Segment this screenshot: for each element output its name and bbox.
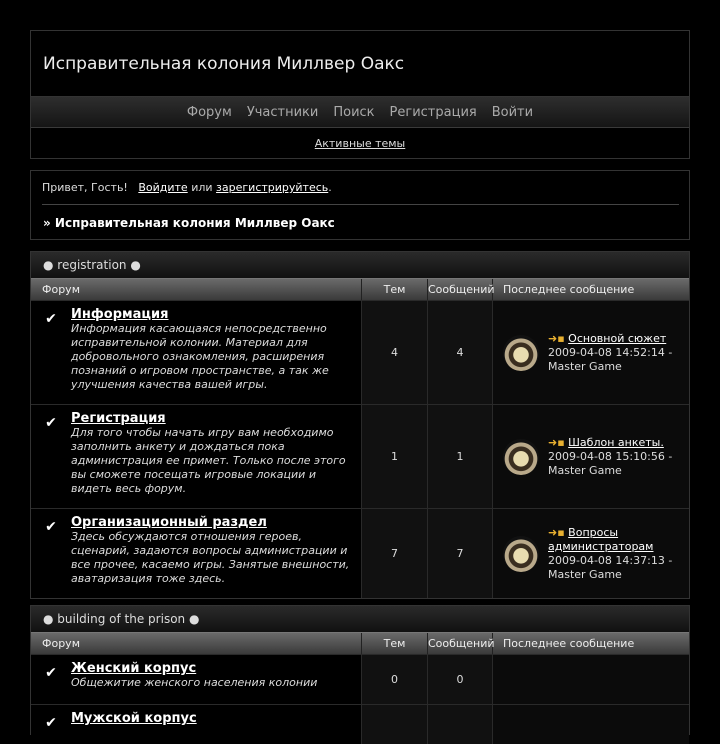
col-posts: Сообщений xyxy=(428,633,493,654)
arrow-icon: ➜▪ xyxy=(548,525,565,539)
category-building xyxy=(30,605,690,735)
last-post-cell xyxy=(493,405,689,508)
forum-row xyxy=(31,404,689,508)
forum-cell xyxy=(31,509,362,598)
greeting: Привет, Гость! xyxy=(42,181,128,194)
category-title: ● registration ● xyxy=(31,252,689,278)
forum-cell xyxy=(31,705,362,744)
topics-count: 1 xyxy=(362,405,428,508)
welcome-box xyxy=(30,170,690,240)
topics-count: 4 xyxy=(362,301,428,404)
nav-search[interactable]: Поиск xyxy=(333,104,375,120)
last-post-cell xyxy=(493,705,689,744)
divider xyxy=(42,204,679,205)
last-post-link[interactable]: Шаблон анкеты. xyxy=(568,435,664,449)
nav-register[interactable]: Регистрация xyxy=(389,104,477,120)
register-link[interactable]: зарегистрируйтесь xyxy=(216,181,329,194)
posts-count: 0 xyxy=(428,655,493,704)
topics-count xyxy=(362,705,428,744)
sub-nav xyxy=(31,128,689,159)
last-post-cell xyxy=(493,301,689,404)
arrow-icon: ➜▪ xyxy=(548,435,565,449)
last-post-link[interactable]: Основной сюжет xyxy=(568,331,667,345)
forum-title[interactable]: Женский корпус xyxy=(71,661,197,676)
forum-description: Общежитие женского населения колонии xyxy=(71,676,318,689)
forum-cell xyxy=(31,655,362,704)
forum-title[interactable]: Мужской корпус xyxy=(71,711,197,726)
last-post-meta: 2009-04-08 14:37:13 - Master Game xyxy=(548,553,673,581)
forum-row xyxy=(31,508,689,598)
forum-row xyxy=(31,300,689,404)
column-header xyxy=(31,632,689,654)
login-link[interactable]: Войдите xyxy=(138,181,188,194)
period: . xyxy=(328,181,332,194)
check-icon: ✔ xyxy=(45,415,57,431)
forum-cell xyxy=(31,301,362,404)
site-title: Исправительная колония Миллвер Оакс xyxy=(43,54,405,74)
posts-count: 1 xyxy=(428,405,493,508)
forum-row xyxy=(31,704,689,744)
col-topics: Тем xyxy=(362,633,428,654)
or-text: или xyxy=(191,181,213,194)
last-post-meta: 2009-04-08 14:52:14 - Master Game xyxy=(548,345,673,373)
main-nav xyxy=(31,96,689,128)
category-registration xyxy=(30,251,690,599)
posts-count: 7 xyxy=(428,509,493,598)
col-posts: Сообщений xyxy=(428,279,493,300)
forum-description: Информация касающаяся непосредственно исправительной колонии. Материал для добровольного ознакомления, расширения познаний о игровом пространстве, а так же улучшения качества вашей игры. xyxy=(71,322,329,391)
forum-title[interactable]: Информация xyxy=(71,307,169,322)
check-icon: ✔ xyxy=(45,311,57,327)
last-post-cell xyxy=(493,655,689,704)
arrow-icon: ➜▪ xyxy=(548,331,565,345)
forum-title[interactable]: Организационный раздел xyxy=(71,515,267,530)
col-topics: Тем xyxy=(362,279,428,300)
last-post-meta: 2009-04-08 15:10:56 - Master Game xyxy=(548,449,673,477)
avatar[interactable] xyxy=(503,335,539,371)
posts-count xyxy=(428,705,493,744)
topics-count: 7 xyxy=(362,509,428,598)
col-forum: Форум xyxy=(31,279,362,300)
avatar[interactable] xyxy=(503,536,539,572)
forum-description: Здесь обсуждаются отношения героев, сценарий, задаются вопросы администрации и все прочее, касаемо игры. Занятые внешности, аватаризация тоже здесь. xyxy=(71,530,350,585)
site-header xyxy=(30,30,690,159)
check-icon: ✔ xyxy=(45,715,57,731)
column-header xyxy=(31,278,689,300)
last-post-link[interactable]: Вопросы администраторам xyxy=(548,525,654,553)
welcome-text xyxy=(42,181,332,194)
active-topics-link[interactable]: Активные темы xyxy=(314,137,406,150)
check-icon: ✔ xyxy=(45,519,57,535)
nav-members[interactable]: Участники xyxy=(246,104,319,120)
col-last: Последнее сообщение xyxy=(503,637,635,650)
avatar[interactable] xyxy=(503,439,539,475)
nav-forum[interactable]: Форум xyxy=(186,104,232,120)
topics-count: 0 xyxy=(362,655,428,704)
nav-login[interactable]: Войти xyxy=(491,104,534,120)
breadcrumb: » Исправительная колония Миллвер Оакс xyxy=(43,216,335,230)
col-forum: Форум xyxy=(31,633,362,654)
category-title: ● building of the prison ● xyxy=(31,606,689,632)
forum-cell xyxy=(31,405,362,508)
last-post-cell xyxy=(493,509,689,598)
forum-description: Для того чтобы начать игру вам необходимо заполнить анкету и дождаться пока администрация ее примет. Только после этого вы сможете посещать игровые локации и видеть весь форум. xyxy=(71,426,346,495)
forum-row xyxy=(31,654,689,704)
posts-count: 4 xyxy=(428,301,493,404)
forum-title[interactable]: Регистрация xyxy=(71,411,166,426)
col-last: Последнее сообщение xyxy=(503,283,635,296)
check-icon: ✔ xyxy=(45,665,57,681)
